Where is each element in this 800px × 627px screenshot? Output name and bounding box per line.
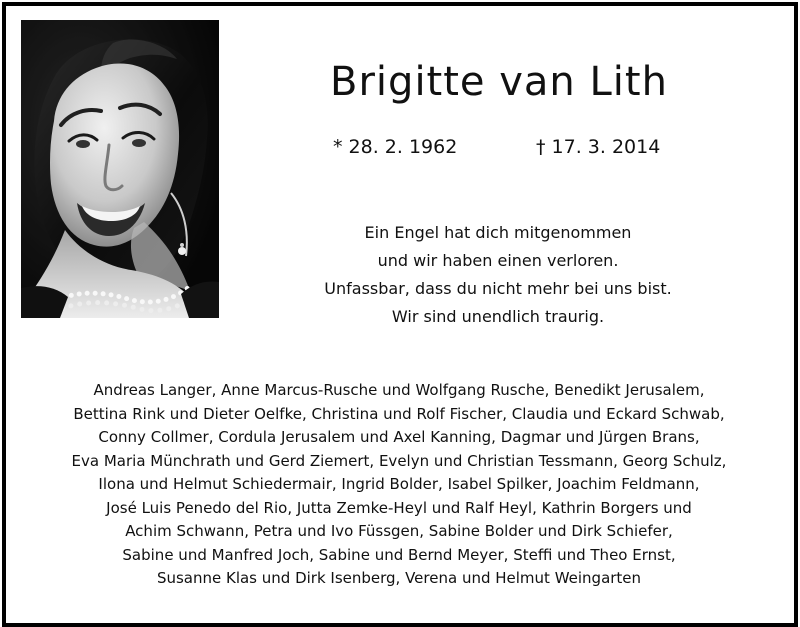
portrait-image — [21, 20, 219, 318]
death-date: † 17. 3. 2014 — [536, 136, 661, 158]
poem-line: Unfassbar, dass du nicht mehr bei uns bist. — [324, 279, 672, 298]
mourner-line: Ilona und Helmut Schiedermair, Ingrid Bolder, Isabel Spilker, Joachim Feldmann, — [98, 475, 700, 493]
portrait-photo — [21, 20, 219, 318]
poem-line: Wir sind unendlich traurig. — [391, 307, 605, 326]
mourner-line: Bettina Rink und Dieter Oelfke, Christina und Rolf Fischer, Claudia und Eckard Schwab, — [73, 404, 725, 423]
birth-date: * 28. 2. 1962 — [333, 136, 458, 158]
obituary-notice — [2, 2, 798, 627]
poem-line: und wir haben einen verloren. — [377, 251, 619, 270]
mourner-line: Eva Maria Münchrath und Gerd Ziemert, Evelyn und Christian Tessmann, Georg Schulz, — [71, 451, 727, 470]
mourner-line: Susanne Klas und Dirk Isenberg, Verena und Helmut Weingarten — [156, 569, 642, 587]
mourner-list — [24, 379, 774, 591]
mourner-line: Conny Collmer, Cordula Jerusalem und Axel Kanning, Dagmar und Jürgen Brans, — [98, 428, 700, 446]
mourner-line: Sabine und Manfred Joch, Sabine und Bernd Meyer, Steffi und Theo Ernst, — [122, 545, 676, 564]
deceased-name: Brigitte van Lith — [330, 59, 668, 105]
mourner-line: José Luis Penedo del Rio, Jutta Zemke-Heyl und Ralf Heyl, Kathrin Borgers und — [106, 498, 692, 517]
poem-line: Ein Engel hat dich mitgenommen — [364, 223, 632, 242]
memorial-poem — [308, 219, 688, 331]
mourner-line: Andreas Langer, Anne Marcus-Rusche und Wolfgang Rusche, Benedikt Jerusalem, — [93, 381, 705, 399]
mourner-line: Achim Schwann, Petra und Ivo Füssgen, Sabine Bolder und Dirk Schiefer, — [125, 522, 673, 540]
